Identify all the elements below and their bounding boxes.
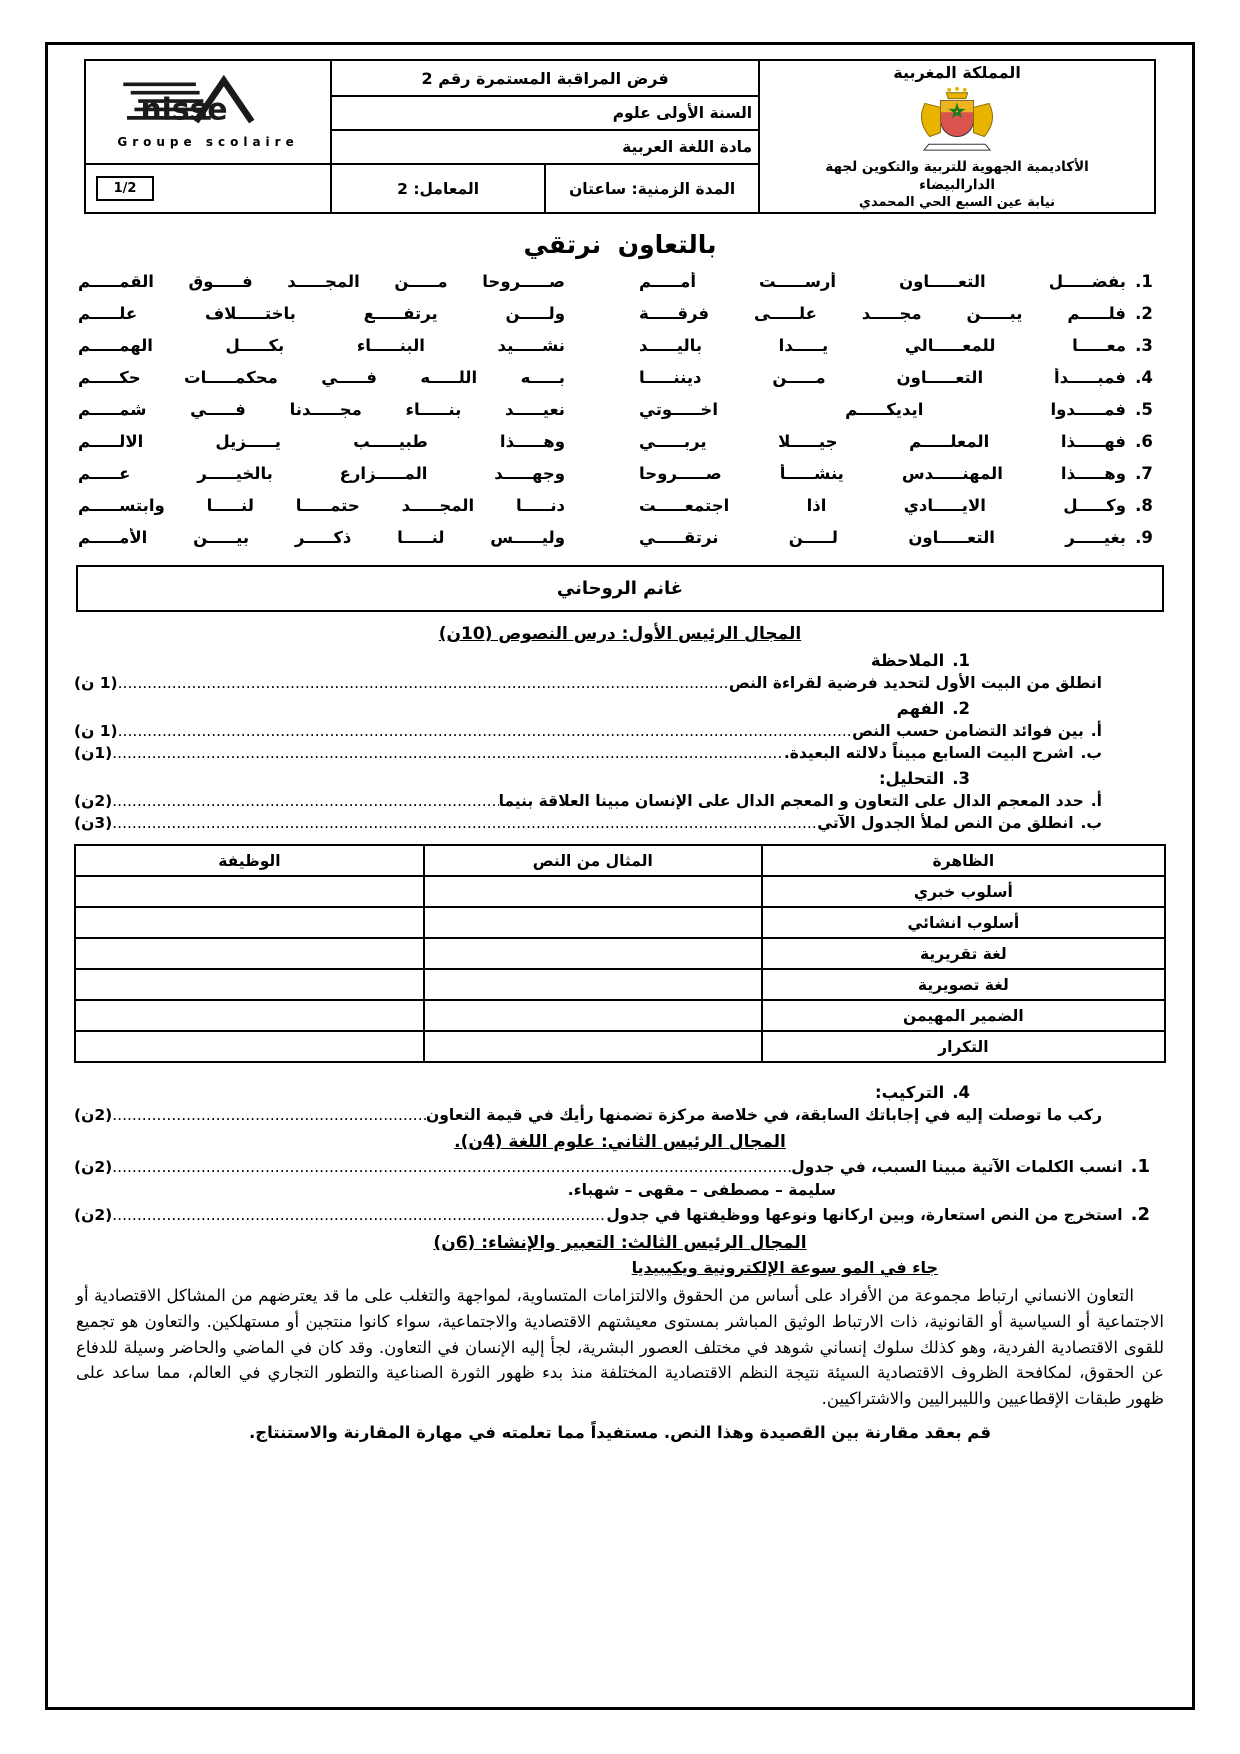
question-line xyxy=(74,814,1166,832)
verse-number: 3. xyxy=(1135,336,1153,356)
table-row xyxy=(75,938,1165,969)
verse-number: 4. xyxy=(1135,368,1153,388)
row-label: لغة تقريرية xyxy=(762,938,1165,969)
hemistich-second: دنـــــا المجـــــد حتمـــــا لنـــــا وابتســـــم xyxy=(78,496,565,516)
hemistich-first: وكـــــل الايـــــادي اذا اجتمعـــــت xyxy=(639,496,1126,516)
question-text: ركب ما توصلت إليه في إجاباتك السابقة، في خلاصة مركزة تضمنها رأيك في قيمة التعاون xyxy=(426,1106,1102,1125)
academy-line2: الدارالبيضاء xyxy=(919,177,995,194)
duration-line: المدة الزمنية: ساعتان xyxy=(545,164,759,213)
table-row xyxy=(75,876,1165,907)
row-label: لغة تصويرية xyxy=(762,969,1165,1000)
row-label: أسلوب خبري xyxy=(762,876,1165,907)
hemistich-second: وليـــــس لنـــــا ذكـــــر بيـــــن الأمـــــم xyxy=(78,528,565,548)
verse-row xyxy=(78,464,1162,483)
verse-row xyxy=(78,496,1162,515)
question-text: انطلق من النص لملأ الجدول الآتي xyxy=(817,814,1074,833)
subsection-number: 1. xyxy=(952,651,970,671)
hemistich-first: معـــــا للمعـــــالي يـــــدا باليـــــد xyxy=(639,336,1126,356)
verse-row xyxy=(78,336,1162,355)
question-line xyxy=(74,722,1166,740)
table-header-row xyxy=(75,845,1165,876)
school-logo xyxy=(85,60,331,164)
question-label: أ. xyxy=(1090,722,1102,741)
question-line xyxy=(74,792,1166,810)
coefficient-line: المعامل: 2 xyxy=(331,164,545,213)
question-label: ب. xyxy=(1080,744,1102,763)
question-text: حدد المعجم الدال على التعاون و المعجم الدال على الإنسان مبينا العلاقة بنيما xyxy=(498,792,1084,811)
empty-cell xyxy=(424,876,762,907)
question-score: (2ن) xyxy=(74,1106,113,1125)
empty-cell xyxy=(424,1000,762,1031)
subsection-analysis xyxy=(74,769,1166,788)
level-line: السنة الأولى علوم xyxy=(331,96,759,130)
empty-cell xyxy=(424,969,762,1000)
empty-cell xyxy=(424,907,762,938)
verse-number: 6. xyxy=(1135,432,1153,452)
column-phenomenon: الظاهرة xyxy=(762,845,1165,876)
answer-dots xyxy=(112,1158,791,1176)
verse-number: 8. xyxy=(1135,496,1153,516)
question-label: أ. xyxy=(1090,792,1102,811)
answer-dots xyxy=(112,814,817,832)
hemistich-second: وجهـــــد المـــــزارع بالخيـــــر عـــــم xyxy=(78,464,565,484)
question-text: استخرج من النص استعارة، وبين اركانها ونوعها ووظيفتها في جدول xyxy=(606,1206,1123,1225)
ministry-block xyxy=(759,60,1155,213)
empty-cell xyxy=(424,938,762,969)
answer-dots xyxy=(112,1106,426,1124)
row-label: التكرار xyxy=(762,1031,1165,1062)
hemistich-first: بغيـــــر التعـــــاون لـــــن نرتقـــــي xyxy=(639,528,1126,548)
table-row xyxy=(75,1031,1165,1062)
poet-name-box xyxy=(76,565,1164,612)
question-line xyxy=(74,1204,1166,1225)
poem-title: بالتعاون نرتقي xyxy=(523,230,717,260)
analysis-table xyxy=(74,844,1166,1063)
part1-heading: المجال الرئيس الأول: درس النصوص (10ن) xyxy=(438,624,802,645)
answer-dots xyxy=(112,1206,606,1224)
empty-cell xyxy=(75,876,424,907)
verse-number: 9. xyxy=(1135,528,1153,548)
question-score: (2ن) xyxy=(74,1158,113,1177)
question-line xyxy=(74,744,1166,762)
subject-line: مادة اللغة العربية xyxy=(331,130,759,164)
hemistich-first: بفضـــــل التعـــــاون أرســـــت أمـــــم xyxy=(639,272,1126,292)
question-score: (1 ن) xyxy=(74,722,118,741)
hemistich-second: صـــــروحا مـــــن المجـــــد فـــــوق القمـــــم xyxy=(78,272,565,292)
logo-text: nisse xyxy=(140,92,228,128)
subsection-title: الملاحظة xyxy=(870,651,945,671)
verse-row xyxy=(78,400,1162,419)
verse-row xyxy=(78,304,1162,323)
exam-title: فرض المراقبة المستمرة رقم 2 xyxy=(331,60,759,96)
column-function: الوظيفة xyxy=(75,845,424,876)
source-line: جاء في المو سوعة الإلكترونية ويكيبيديا xyxy=(631,1258,938,1278)
empty-cell xyxy=(75,1031,424,1062)
verse-row xyxy=(78,272,1162,291)
subsection-observation xyxy=(74,651,1166,670)
verse-number: 5. xyxy=(1135,400,1153,420)
page-number: 1/2 xyxy=(96,176,154,201)
question-score: (3ن) xyxy=(74,814,113,833)
empty-cell xyxy=(75,969,424,1000)
hemistich-second: نعيـــــد بنـــــاء مجـــــدنا فـــــي شمـــــم xyxy=(78,400,565,420)
hemistich-second: نشـــــيد البنـــــاء بكـــــل الهمـــــم xyxy=(78,336,565,356)
logo-subtitle: Groupe scolaire xyxy=(117,135,299,150)
empty-cell xyxy=(424,1031,762,1062)
part2-heading: المجال الرئيس الثاني: علوم اللغة (4ن). xyxy=(454,1132,786,1153)
answer-dots xyxy=(112,792,498,810)
row-label: أسلوب انشائي xyxy=(762,907,1165,938)
subsection-title: التركيب: xyxy=(874,1083,945,1103)
page-number-cell xyxy=(85,164,331,213)
hemistich-first: فلـــــم يبـــــن مجـــــد علـــــى فرقـــــة xyxy=(639,304,1126,324)
answer-dots xyxy=(112,744,784,762)
word-list: سليمة – مصطفى – مقهى – شهباء. xyxy=(567,1181,836,1200)
question-text: اشرح البيت السابع مبيناً دلالته البعيدة. xyxy=(783,744,1074,763)
verse-row xyxy=(78,528,1162,547)
question-score: (1ن) xyxy=(74,744,113,763)
academy-line1: الأكاديمية الجهوية للتربية والتكوين لجهة xyxy=(825,159,1089,175)
subsection-title: الفهم xyxy=(896,699,945,719)
school-logo-icon xyxy=(103,75,313,129)
question-number: 2. xyxy=(1130,1204,1150,1226)
kingdom-title: المملكة المغربية xyxy=(893,63,1021,82)
poem xyxy=(74,272,1166,547)
column-example: المثال من النص xyxy=(424,845,762,876)
verse-row xyxy=(78,368,1162,387)
verse-row xyxy=(78,432,1162,451)
verse-number: 7. xyxy=(1135,464,1153,484)
hemistich-second: وهـــــذا طبيـــــب يـــــزيل الالـــــم xyxy=(78,432,565,452)
question-line xyxy=(74,1156,1166,1177)
question-line xyxy=(74,1106,1166,1124)
question-number: 1. xyxy=(1130,1156,1150,1178)
hemistich-second: ولـــــن يرتفـــــع باختـــــلاف علـــــم xyxy=(78,304,565,324)
subsection-number: 3. xyxy=(952,769,970,789)
question-score: (1 ن) xyxy=(74,674,118,693)
passage-text: التعاون الانساني ارتباط مجموعة من الأفراد على أساس من الحقوق والالتزامات المتساوية، لمواجهة والتغلب على ما قد يعترضهم من المشاكل الاقتصادية أو الاجتماعية أو السياسية أو القانونية، ذات الارتباط الوثيق المباشر بمستوى معيشتهم الاقتصادية والاجتماعية، سواء كانوا منتجين أو مستهلكين. والتعاون هو تجميع للقوى الاقتصادية الفردية، وهو كذلك سلوك إنساني شوهد في مختلف العصور البشرية، لجأ إليه الإنسان في التعاون. وقد كان في الماضي والحاضر وسيلة للدفاع عن الحقوق، لمكافحة الظروف الاقتصادية السيئة نتيجة النظم الاقتصادية المختلفة منذ بدء ظهور الثورة الصناعية والتطور التجاري في العالم، مما ساعد على ظهور طبقات الإقطاعيين والليبراليين والاشتراكيين. xyxy=(76,1286,1164,1408)
question-text: بين فوائد التضامن حسب النص xyxy=(852,722,1084,741)
hemistich-first: فمـــــدوا ايديكـــــم اخـــــوتي xyxy=(639,400,1126,420)
hemistich-first: فمبـــــدأ التعـــــاون مـــــن ديننـــــا xyxy=(639,368,1126,388)
table-row xyxy=(75,969,1165,1000)
header-table xyxy=(84,59,1156,214)
morocco-coat-of-arms-icon xyxy=(766,84,1148,158)
verse-number: 2. xyxy=(1135,304,1153,324)
answer-dots xyxy=(118,722,852,740)
table-row xyxy=(75,1000,1165,1031)
hemistich-second: بـــــه اللـــــه فـــــي محكمـــــات حكـــــم xyxy=(78,368,565,388)
question-line xyxy=(74,674,1166,692)
question-score: (2ن) xyxy=(74,792,113,811)
hemistich-first: فهـــــذا المعلـــــم جيـــــلا يربـــــي xyxy=(639,432,1126,452)
empty-cell xyxy=(75,1000,424,1031)
row-label: الضمير المهيمن xyxy=(762,1000,1165,1031)
page-frame xyxy=(45,42,1195,1710)
poet-name: غانم الروحاني xyxy=(556,578,684,600)
question-text: انطلق من البيت الأول لتحديد فرضية لقراءة النص xyxy=(728,674,1102,693)
hemistich-first: وهـــــذا المهنـــــدس ينشـــــأ صـــــروحا xyxy=(639,464,1126,484)
empty-cell xyxy=(75,907,424,938)
subsection-comprehension xyxy=(74,699,1166,718)
question-score: (2ن) xyxy=(74,1206,113,1225)
subsection-number: 2. xyxy=(952,699,970,719)
subsection-composition xyxy=(74,1083,1166,1102)
task-line: قم بعقد مقارنة بين القصيدة وهذا النص. مستفيداً مما تعلمته في مهارة المقارنة والاستنتاج. xyxy=(248,1423,992,1443)
part3-heading: المجال الرئيس الثالث: التعبير والإنشاء: (6ن) xyxy=(433,1233,807,1254)
table-row xyxy=(75,907,1165,938)
delegation-line: نيابة عين السبع الحي المحمدي xyxy=(859,195,1056,211)
question-label: ب. xyxy=(1080,814,1102,833)
subsection-number: 4. xyxy=(952,1083,970,1103)
verse-number: 1. xyxy=(1135,272,1153,292)
subsection-title: التحليل: xyxy=(878,769,945,789)
question-text: انسب الكلمات الآتية مبينا السبب، في جدول xyxy=(791,1158,1123,1177)
answer-dots xyxy=(118,674,729,692)
empty-cell xyxy=(75,938,424,969)
